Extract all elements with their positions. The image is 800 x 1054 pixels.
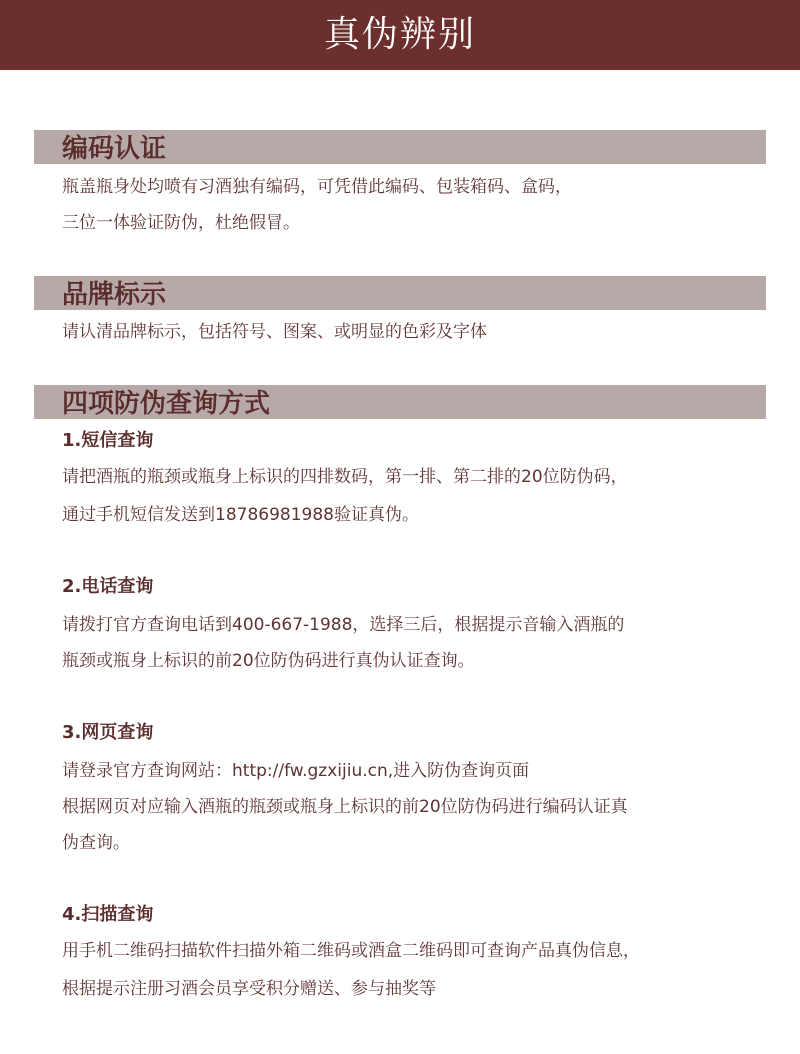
method-sms-line-2: 通过手机短信发送到18786981988验证真伪。 [62, 505, 419, 525]
method-phone-line-2: 瓶颈或瓶身上标识的前20位防伪码进行真伪认证查询。 [62, 651, 475, 671]
section-encoding-line-2: 三位一体验证防伪，杜绝假冒。 [62, 213, 300, 233]
method-web-line-1: 请登录官方查询网站：http://fw.gzxijiu.cn,进入防伪查询页面 [62, 761, 530, 781]
section-bar-encoding [34, 130, 766, 164]
page-title: 真伪辨别 [323, 14, 476, 55]
method-sms-heading: 1.短信查询 [62, 430, 154, 451]
section-title-methods: 四项防伪查询方式 [62, 389, 271, 419]
method-scan-line-2: 根据提示注册习酒会员享受积分赠送、参与抽奖等 [62, 979, 436, 999]
section-title-brand: 品牌标示 [62, 280, 167, 310]
method-web-line-2: 根据网页对应输入酒瓶的瓶颈或瓶身上标识的前20位防伪码进行编码认证真 [62, 797, 628, 817]
section-encoding-line-1: 瓶盖瓶身处均喷有习酒独有编码，可凭借此编码、包装箱码、盒码， [62, 177, 572, 197]
method-web-heading: 3.网页查询 [62, 722, 154, 743]
method-scan-heading: 4.扫描查询 [62, 904, 154, 925]
method-web-line-3: 伪查询。 [62, 833, 130, 853]
method-phone-heading: 2.电话查询 [62, 576, 154, 597]
section-bar-methods [34, 385, 766, 419]
method-phone-line-1: 请拨打官方查询电话到400-667-1988，选择三后，根据提示音输入酒瓶的 [62, 615, 625, 635]
section-brand-line-1: 请认清品牌标示，包括符号、图案、或明显的色彩及字体 [62, 322, 487, 342]
section-bar-brand [34, 276, 766, 310]
section-title-encoding: 编码认证 [62, 134, 167, 164]
method-sms-line-1: 请把酒瓶的瓶颈或瓶身上标识的四排数码，第一排、第二排的20位防伪码， [62, 467, 628, 487]
method-scan-line-1: 用手机二维码扫描软件扫描外箱二维码或酒盒二维码即可查询产品真伪信息， [62, 941, 640, 961]
